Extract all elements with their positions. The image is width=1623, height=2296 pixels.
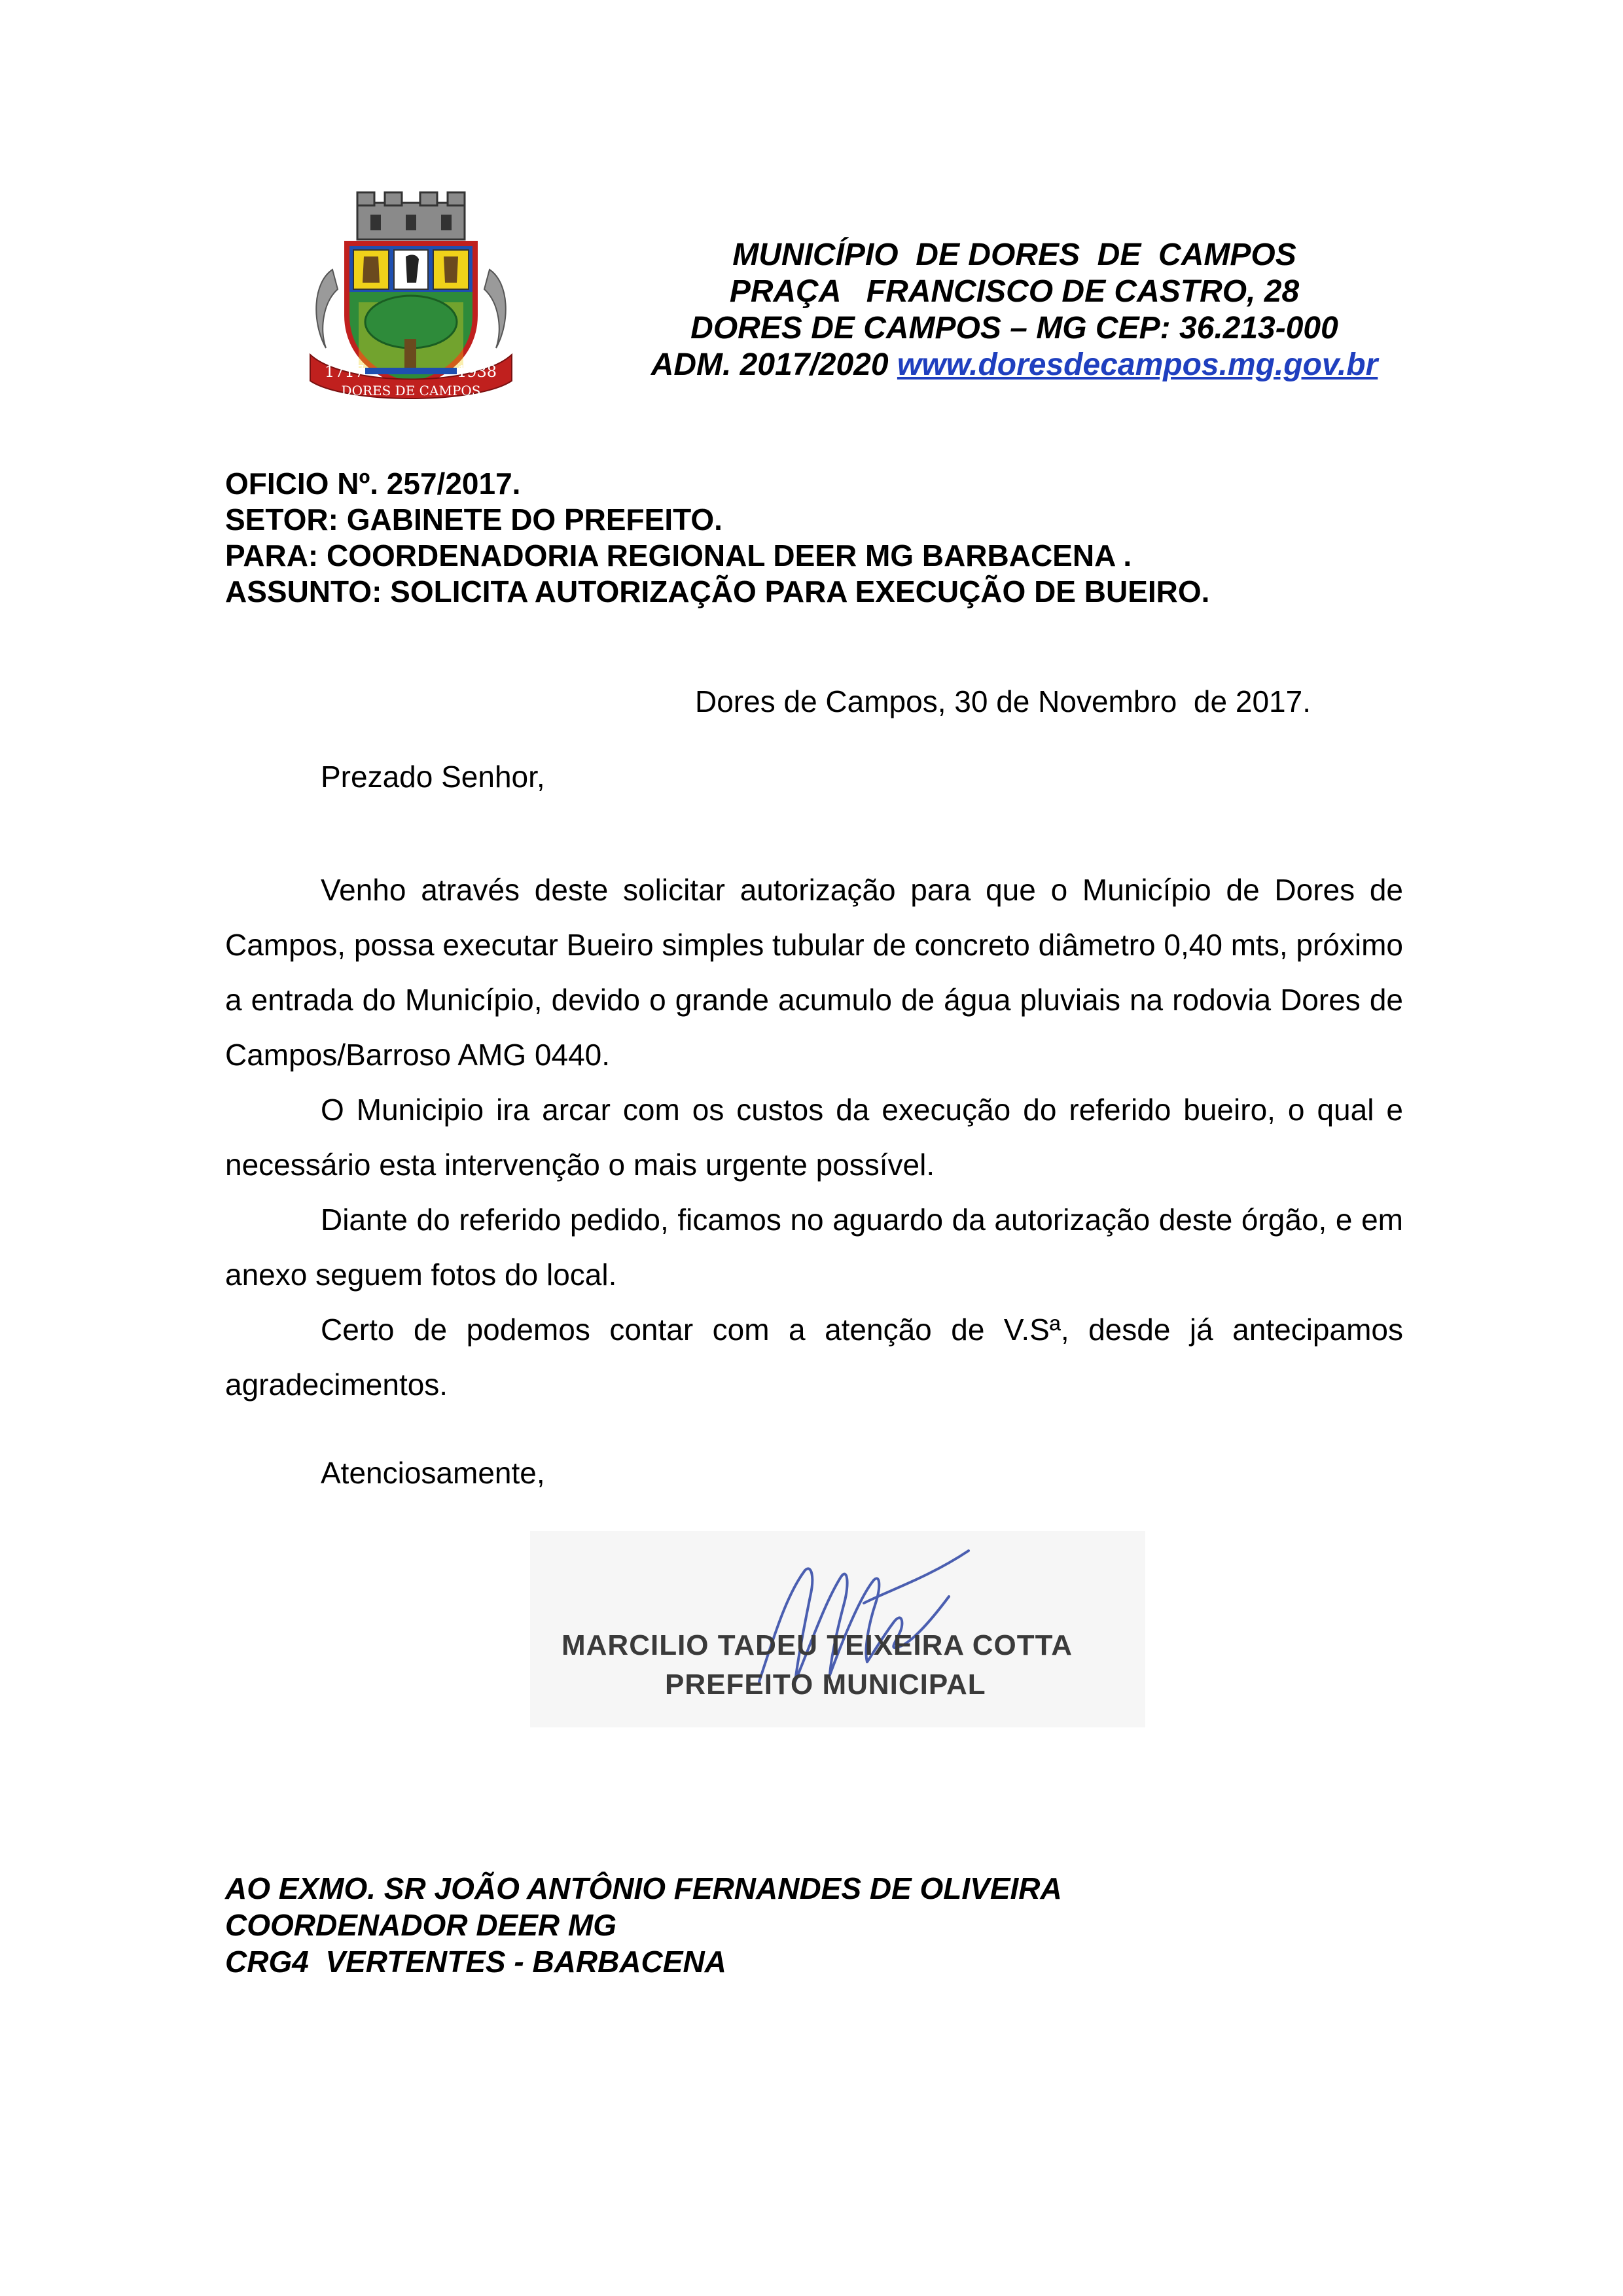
sector: SETOR: GABINETE DO PREFEITO.: [225, 503, 722, 537]
body-paragraph-4: Certo de podemos contar com a atenção de V.Sª, desde já antecipamos agradecimentos.: [225, 1313, 1403, 1402]
letterhead-city-cep: DORES DE CAMPOS – MG CEP: 36.213-000: [690, 311, 1338, 345]
salutation: Prezado Senhor,: [321, 760, 545, 794]
crest-year-right: 1938: [457, 362, 497, 381]
letterhead-address: PRAÇA FRANCISCO DE CASTRO, 28: [729, 274, 1300, 309]
crest-year-left: 1717: [325, 362, 365, 381]
municipal-coat-of-arms: [306, 191, 516, 404]
reference-block: [225, 466, 1469, 610]
signer-name: MARCILIO TADEU TEIXEIRA COTTA: [562, 1629, 1073, 1661]
crest-motto: DORES DE CAMPOS: [341, 383, 481, 398]
letter-body: [225, 862, 1403, 1412]
dateline: Dores de Campos, 30 de Novembro de 2017.: [695, 684, 1311, 718]
addressee-unit: CRG4 VERTENTES - BARBACENA: [225, 1945, 726, 1979]
subject: ASSUNTO: SOLICITA AUTORIZAÇÃO PARA EXECUÇÃO DE BUEIRO.: [225, 574, 1210, 609]
letterhead-municipality: MUNICÍPIO DE DORES DE CAMPOS: [732, 238, 1296, 272]
letterhead-administration: [589, 347, 1440, 383]
body-paragraph-2: O Municipio ira arcar com os custos da execução do referido bueiro, o qual e necessário esta intervenção o mais urgente possível.: [225, 1093, 1403, 1182]
addressee-block: [225, 1870, 1062, 1980]
closing: Atenciosamente,: [321, 1456, 545, 1490]
body-paragraph-1: Venho através deste solicitar autorização para que o Município de Dores de Campos, possa executar Bueiro simples tubular de concreto diâmetro 0,40 mts, próximo a entrada do Município, devido o grande acumulo de água pluviais na rodovia Dores de Campos/Barroso AMG 0440.: [225, 873, 1403, 1072]
addressee-role: COORDENADOR DEER MG: [225, 1908, 617, 1942]
addressee-name: AO EXMO. SR JOÃO ANTÔNIO FERNANDES DE OLIVEIRA: [225, 1871, 1062, 1905]
signer-title: PREFEITO MUNICIPAL: [665, 1669, 986, 1701]
body-paragraph-3: Diante do referido pedido, ficamos no aguardo da autorização deste órgão, e em anexo seguem fotos do local.: [225, 1203, 1403, 1292]
recipient-org: PARA: COORDENADORIA REGIONAL DEER MG BARBACENA .: [225, 539, 1132, 573]
administration-label: ADM. 2017/2020: [651, 347, 897, 382]
website-link[interactable]: www.doresdecampos.mg.gov.br: [897, 347, 1378, 382]
oficio-number: OFICIO Nº. 257/2017.: [225, 467, 521, 501]
letterhead: [589, 237, 1440, 383]
